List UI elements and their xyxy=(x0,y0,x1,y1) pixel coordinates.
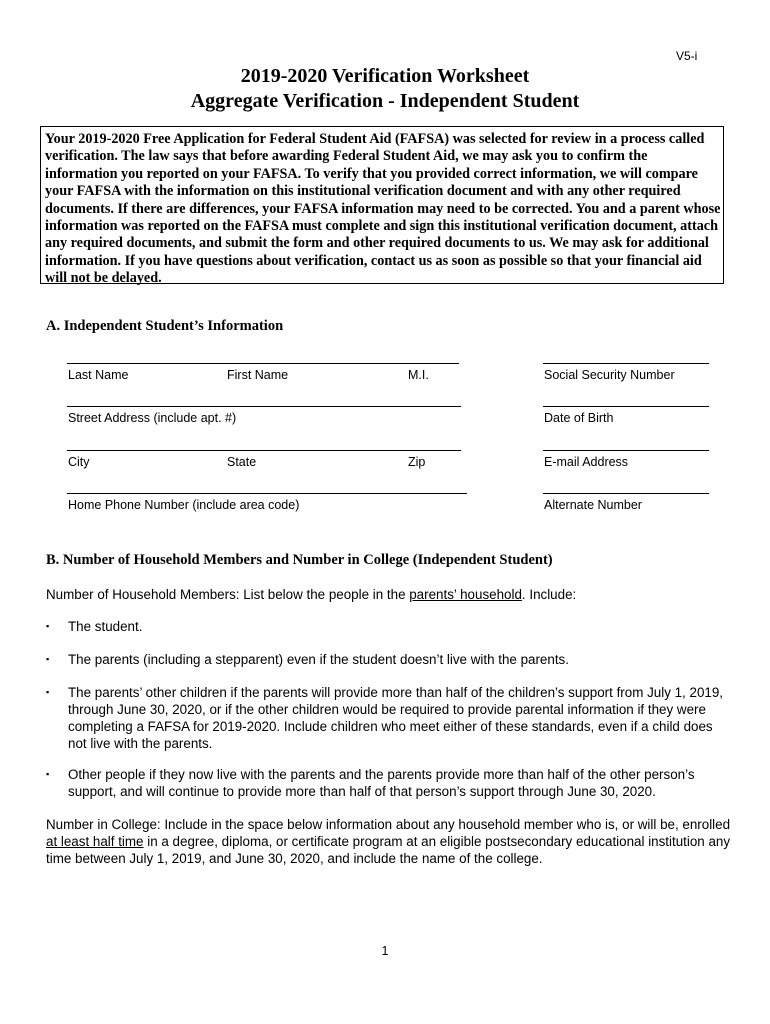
city-label: City xyxy=(68,455,90,469)
street-field-line[interactable] xyxy=(67,406,461,407)
title-line-2: Aggregate Verification - Independent Student xyxy=(190,90,580,112)
college-post: in a degree, diploma, or certificate program at an eligible postsecondary educational institution any time between July 1, 2019, and June 30, 2020, and include the name of the college. xyxy=(46,834,731,866)
dob-label: Date of Birth xyxy=(544,411,614,425)
email-label: E-mail Address xyxy=(544,455,629,469)
home-phone-field-line[interactable] xyxy=(67,493,467,494)
alt-number-label: Alternate Number xyxy=(544,498,642,512)
bullet-text: The student. xyxy=(68,619,143,634)
first-name-label: First Name xyxy=(227,368,289,382)
intro-text: Your 2019-2020 Free Application for Federal Student Aid (FAFSA) was selected for review in a process called verification. The law says that before awarding Federal Student Aid, we may ask you to confirm the information you reported on your FAFSA. To verify that you provided correct information, we will compare your FAFSA with the information on this institutional verification document and with any other required documents. If there are differences, your FAFSA information may need to be corrected. You and a parent whose information was reported on the FAFSA must complete and sign this institutional verification document, attach any required documents, and submit the form and other required documents to us. We may ask for additional information. If you have questions about verification, contact us as soon as possible so that your financial aid will not be delayed. xyxy=(45,131,721,287)
bullet-text: The parents (including a stepparent) even if the student doesn’t live with the parents. xyxy=(68,652,569,667)
bullet-marker-icon: ▪ xyxy=(46,769,50,779)
section-a-heading: A. Independent Student’s Information xyxy=(46,318,284,334)
alt-number-field-line[interactable] xyxy=(543,493,709,494)
household-intro xyxy=(46,586,736,603)
form-code: V5-i xyxy=(676,49,698,63)
page-number: 1 xyxy=(381,944,389,958)
email-field-line[interactable] xyxy=(543,450,709,451)
city-field-line[interactable] xyxy=(67,450,461,451)
last-name-label: Last Name xyxy=(68,368,129,382)
household-intro-post: . Include: xyxy=(521,587,577,602)
household-intro-pre: Number of Household Members: List below the people in the xyxy=(46,587,410,602)
mi-label: M.I. xyxy=(408,368,429,382)
number-in-college-paragraph xyxy=(46,816,736,867)
bullet-marker-icon: ▪ xyxy=(46,621,50,631)
street-label: Street Address (include apt. #) xyxy=(68,411,237,425)
zip-label: Zip xyxy=(408,455,426,469)
state-label: State xyxy=(227,455,257,469)
dob-field-line[interactable] xyxy=(543,406,709,407)
parents-household-link: parents’ household xyxy=(409,587,522,602)
section-b-heading: B. Number of Household Members and Number in College (Independent Student) xyxy=(46,552,553,568)
name-field-line[interactable] xyxy=(67,363,459,364)
bullet-text: The parents’ other children if the parents will provide more than half of the children’s support from July 1, 2019, through June 30, 2020, or if the other children would be required to provide parental information if they were completing a FAFSA for 2019-2020. Include children who meet either of these standards, even if a child does not live with the parents. xyxy=(68,685,724,751)
intro-box xyxy=(40,126,724,287)
at-least-half-time-link: at least half time xyxy=(46,834,144,849)
home-phone-label: Home Phone Number (include area code) xyxy=(68,498,300,512)
title-line-1: 2019-2020 Verification Worksheet xyxy=(240,65,530,87)
bullet-marker-icon: ▪ xyxy=(46,687,50,697)
ssn-label: Social Security Number xyxy=(544,368,675,382)
college-pre: Number in College: Include in the space below information about any household member who is, or will be, enrolled xyxy=(46,817,731,832)
ssn-field-line[interactable] xyxy=(543,363,709,364)
bullet-marker-icon: ▪ xyxy=(46,654,50,664)
bullet-text: Other people if they now live with the parents and the parents provide more than half of the other person’s support, and will continue to provide more than half of that person’s support through June 30, 2020. xyxy=(68,767,695,799)
